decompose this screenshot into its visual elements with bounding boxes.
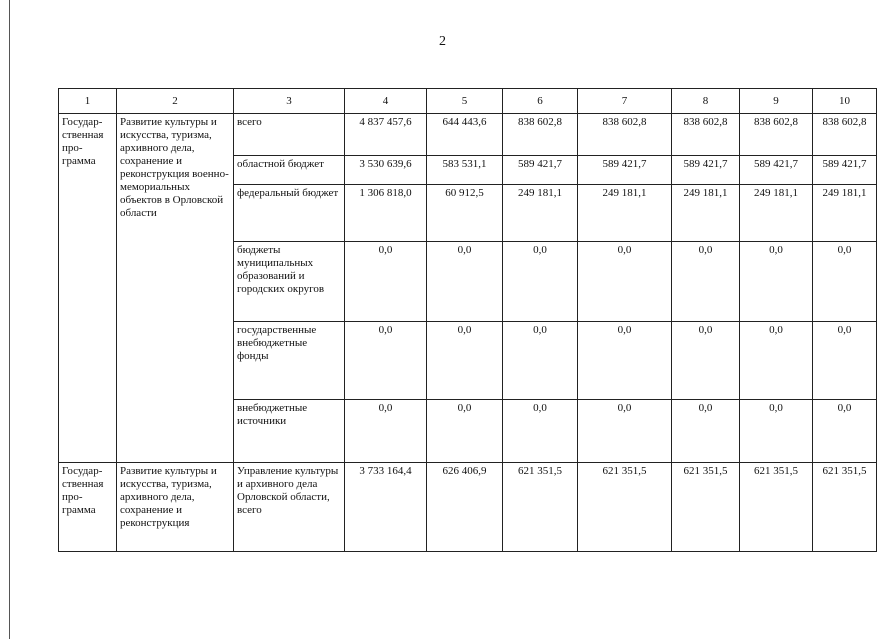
value-cell: 838 602,8 <box>578 114 672 156</box>
value-cell: 60 912,5 <box>427 185 503 242</box>
value-cell: 0,0 <box>503 400 578 463</box>
value-cell: 589 421,7 <box>578 156 672 185</box>
value-cell: 0,0 <box>578 400 672 463</box>
value-cell: 0,0 <box>672 322 740 400</box>
value-cell: 621 351,5 <box>578 463 672 552</box>
funding-source-cell: всего <box>234 114 345 156</box>
value-cell: 644 443,6 <box>427 114 503 156</box>
funding-source-cell: бюджеты муниципальных образований и городских округов <box>234 242 345 322</box>
value-cell: 626 406,9 <box>427 463 503 552</box>
value-cell: 0,0 <box>813 242 877 322</box>
value-cell: 249 181,1 <box>740 185 813 242</box>
header-cell: 6 <box>503 89 578 114</box>
value-cell: 583 531,1 <box>427 156 503 185</box>
value-cell: 0,0 <box>345 322 427 400</box>
funding-source-cell: государственные внебюджетные фонды <box>234 322 345 400</box>
value-cell: 0,0 <box>503 242 578 322</box>
header-cell: 9 <box>740 89 813 114</box>
value-cell: 3 530 639,6 <box>345 156 427 185</box>
value-cell: 0,0 <box>672 400 740 463</box>
value-cell: 0,0 <box>345 242 427 322</box>
value-cell: 0,0 <box>503 322 578 400</box>
page-number: 2 <box>439 34 446 49</box>
program-name-cell: Развитие культуры и искусства, туризма, архивного дела, сохранение и реконструкция военно-мемориальных объектов в Орловской области <box>117 114 234 463</box>
value-cell: 249 181,1 <box>672 185 740 242</box>
header-cell: 2 <box>117 89 234 114</box>
value-cell: 0,0 <box>813 400 877 463</box>
value-cell: 0,0 <box>578 322 672 400</box>
value-cell: 589 421,7 <box>813 156 877 185</box>
value-cell: 838 602,8 <box>813 114 877 156</box>
table-row <box>59 114 877 156</box>
value-cell: 621 351,5 <box>672 463 740 552</box>
header-cell: 3 <box>234 89 345 114</box>
header-cell: 10 <box>813 89 877 114</box>
value-cell: 0,0 <box>427 400 503 463</box>
value-cell: 621 351,5 <box>503 463 578 552</box>
value-cell: 249 181,1 <box>813 185 877 242</box>
value-cell: 0,0 <box>427 322 503 400</box>
value-cell: 0,0 <box>578 242 672 322</box>
value-cell: 3 733 164,4 <box>345 463 427 552</box>
value-cell: 621 351,5 <box>740 463 813 552</box>
scan-edge-line <box>9 0 10 639</box>
header-cell: 1 <box>59 89 117 114</box>
table-header-row <box>59 89 877 114</box>
table-row <box>59 463 877 552</box>
value-cell: 589 421,7 <box>740 156 813 185</box>
value-cell: 0,0 <box>740 400 813 463</box>
value-cell: 4 837 457,6 <box>345 114 427 156</box>
value-cell: 838 602,8 <box>503 114 578 156</box>
value-cell: 621 351,5 <box>813 463 877 552</box>
program-type-cell: Государ-ственная про-грамма <box>59 463 117 552</box>
value-cell: 838 602,8 <box>672 114 740 156</box>
value-cell: 249 181,1 <box>578 185 672 242</box>
funding-source-cell: Управление культуры и архивного дела Орловской области, всего <box>234 463 345 552</box>
value-cell: 0,0 <box>427 242 503 322</box>
header-cell: 8 <box>672 89 740 114</box>
funding-source-cell: федеральный бюджет <box>234 185 345 242</box>
funding-source-cell: областной бюджет <box>234 156 345 185</box>
header-cell: 5 <box>427 89 503 114</box>
program-name-cell: Развитие культуры и искусства, туризма, архивного дела, сохранение и реконструкция <box>117 463 234 552</box>
value-cell: 0,0 <box>813 322 877 400</box>
program-type-cell: Государ-ственная про-грамма <box>59 114 117 463</box>
funding-source-cell: внебюджетные источники <box>234 400 345 463</box>
header-cell: 4 <box>345 89 427 114</box>
value-cell: 0,0 <box>740 322 813 400</box>
value-cell: 0,0 <box>672 242 740 322</box>
value-cell: 589 421,7 <box>672 156 740 185</box>
value-cell: 589 421,7 <box>503 156 578 185</box>
value-cell: 249 181,1 <box>503 185 578 242</box>
budget-table <box>58 88 877 552</box>
value-cell: 838 602,8 <box>740 114 813 156</box>
value-cell: 0,0 <box>740 242 813 322</box>
value-cell: 1 306 818,0 <box>345 185 427 242</box>
value-cell: 0,0 <box>345 400 427 463</box>
header-cell: 7 <box>578 89 672 114</box>
